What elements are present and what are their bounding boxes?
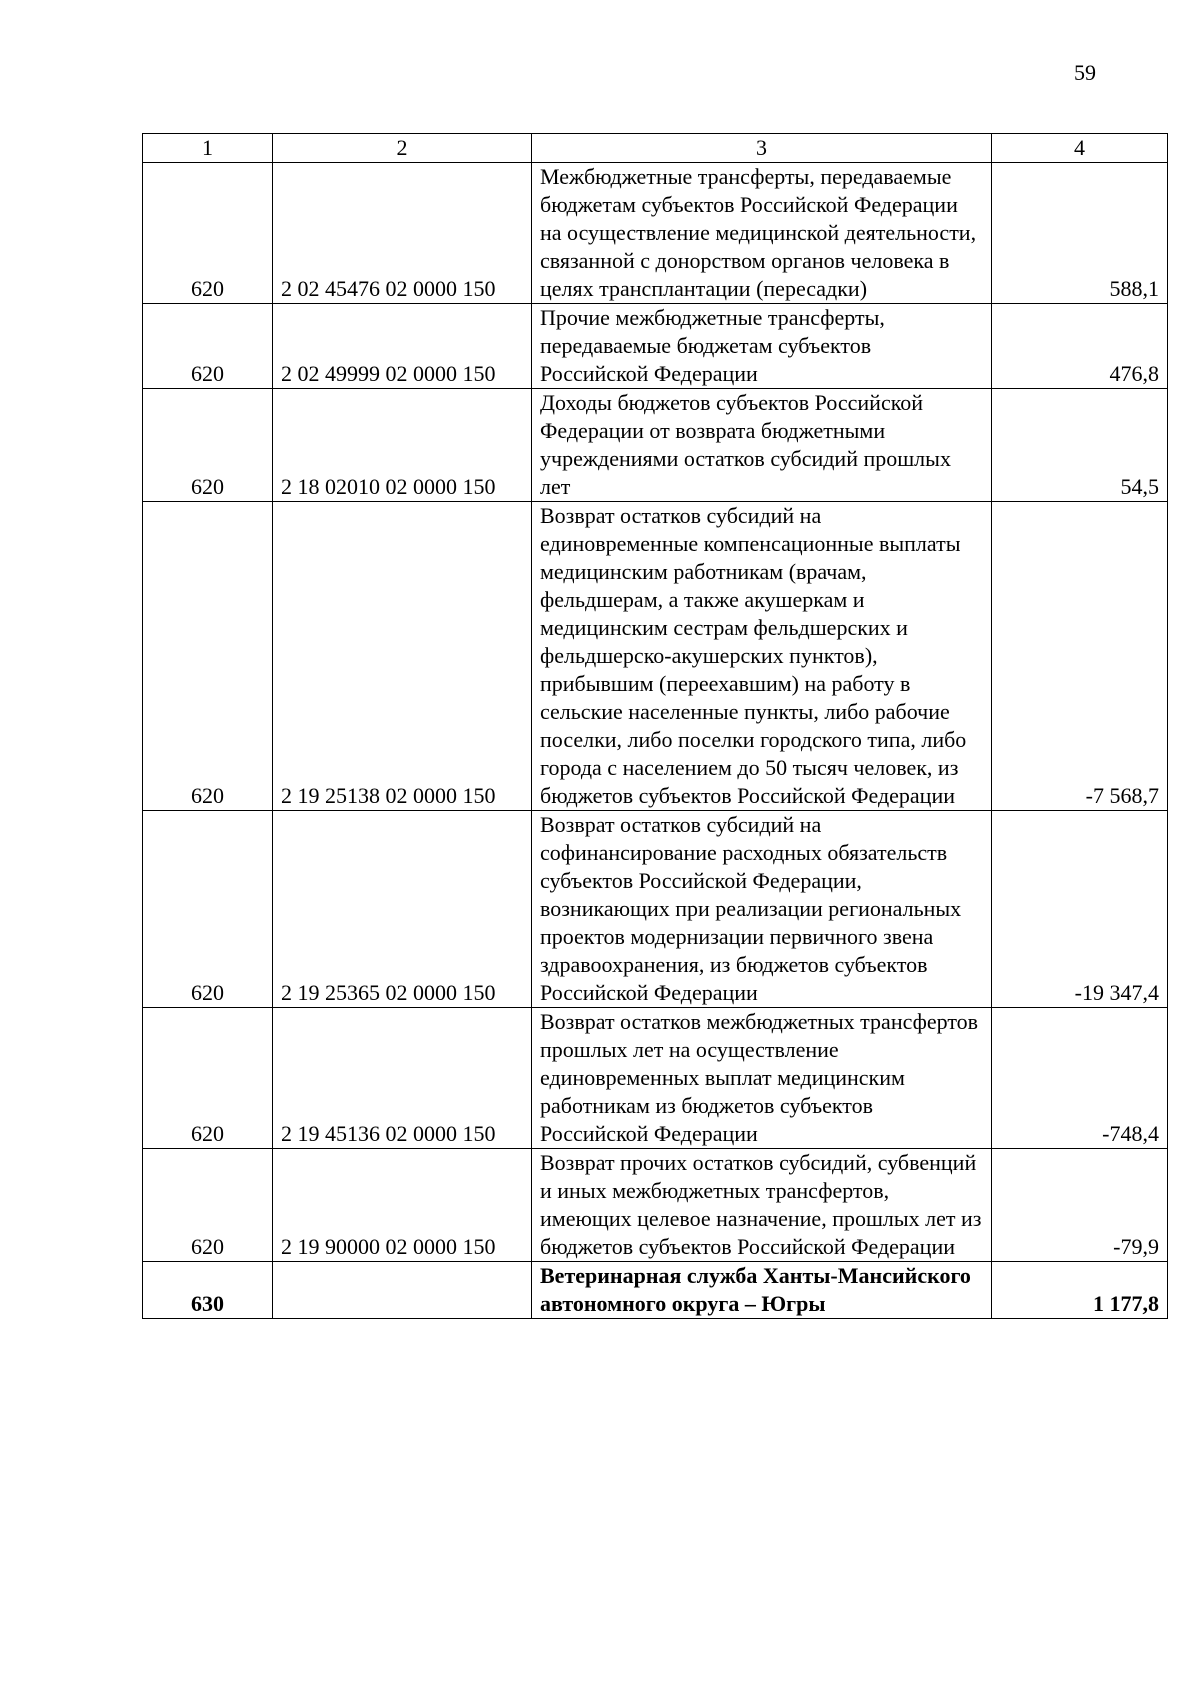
description-cell: Возврат остатков субсидий на софинансирование расходных обязательств субъектов Российской Федерации, возникающих при реализации региональных проектов модернизации первичного звена здравоохранения, из бюджетов субъектов Российской Федерации (532, 811, 992, 1008)
amount-cell: -748,4 (992, 1008, 1168, 1149)
column-header-3: 3 (532, 134, 992, 163)
table-header-row (143, 134, 1168, 163)
budget-code-cell: 2 02 45476 02 0000 150 (273, 163, 532, 304)
table-row (143, 1008, 1168, 1149)
table-row-total (143, 1262, 1168, 1319)
amount-cell: -79,9 (992, 1149, 1168, 1262)
table-row (143, 163, 1168, 304)
amount-cell: 588,1 (992, 163, 1168, 304)
budget-code-cell: 2 19 45136 02 0000 150 (273, 1008, 532, 1149)
table-row (143, 389, 1168, 502)
amount-cell: -7 568,7 (992, 502, 1168, 811)
table-row (143, 304, 1168, 389)
admin-code-cell: 620 (143, 389, 273, 502)
admin-code-cell: 630 (143, 1262, 273, 1319)
budget-table (142, 133, 1168, 1319)
amount-cell: 1 177,8 (992, 1262, 1168, 1319)
amount-cell: 54,5 (992, 389, 1168, 502)
budget-code-cell: 2 02 49999 02 0000 150 (273, 304, 532, 389)
description-cell: Межбюджетные трансферты, передаваемые бюджетам субъектов Российской Федерации на осуществление медицинской деятельности, связанной с донорством органов человека в целях трансплантации (пересадки) (532, 163, 992, 304)
column-header-1: 1 (143, 134, 273, 163)
budget-code-cell (273, 1262, 532, 1319)
description-cell: Прочие межбюджетные трансферты, передаваемые бюджетам субъектов Российской Федерации (532, 304, 992, 389)
column-header-2: 2 (273, 134, 532, 163)
admin-code-cell: 620 (143, 502, 273, 811)
admin-code-cell: 620 (143, 163, 273, 304)
budget-code-cell: 2 19 90000 02 0000 150 (273, 1149, 532, 1262)
table-body (143, 163, 1168, 1319)
description-cell: Возврат прочих остатков субсидий, субвенций и иных межбюджетных трансфертов, имеющих целевое назначение, прошлых лет из бюджетов субъектов Российской Федерации (532, 1149, 992, 1262)
amount-cell: 476,8 (992, 304, 1168, 389)
admin-code-cell: 620 (143, 811, 273, 1008)
amount-cell: -19 347,4 (992, 811, 1168, 1008)
table-row (143, 1149, 1168, 1262)
admin-code-cell: 620 (143, 1149, 273, 1262)
description-cell: Возврат остатков межбюджетных трансфертов прошлых лет на осуществление единовременных выплат медицинским работникам из бюджетов субъектов Российской Федерации (532, 1008, 992, 1149)
admin-code-cell: 620 (143, 1008, 273, 1149)
budget-code-cell: 2 19 25365 02 0000 150 (273, 811, 532, 1008)
admin-code-cell: 620 (143, 304, 273, 389)
table-row (143, 502, 1168, 811)
description-cell: Возврат остатков субсидий на единовременные компенсационные выплаты медицинским работникам (врачам, фельдшерам, а также акушеркам и медицинским сестрам фельдшерских и фельдшерско-акушерских пунктов), прибывшим (переехавшим) на работу в сельские населенные пункты, либо рабочие поселки, либо поселки городского типа, либо города с населением до 50 тысяч человек, из бюджетов субъектов Российской Федерации (532, 502, 992, 811)
budget-code-cell: 2 18 02010 02 0000 150 (273, 389, 532, 502)
column-header-4: 4 (992, 134, 1168, 163)
page-number: 59 (1074, 60, 1096, 85)
budget-code-cell: 2 19 25138 02 0000 150 (273, 502, 532, 811)
description-cell: Доходы бюджетов субъектов Российской Федерации от возврата бюджетными учреждениями остатков субсидий прошлых лет (532, 389, 992, 502)
table-row (143, 811, 1168, 1008)
description-cell: Ветеринарная служба Ханты-Мансийского автономного округа – Югры (532, 1262, 992, 1319)
